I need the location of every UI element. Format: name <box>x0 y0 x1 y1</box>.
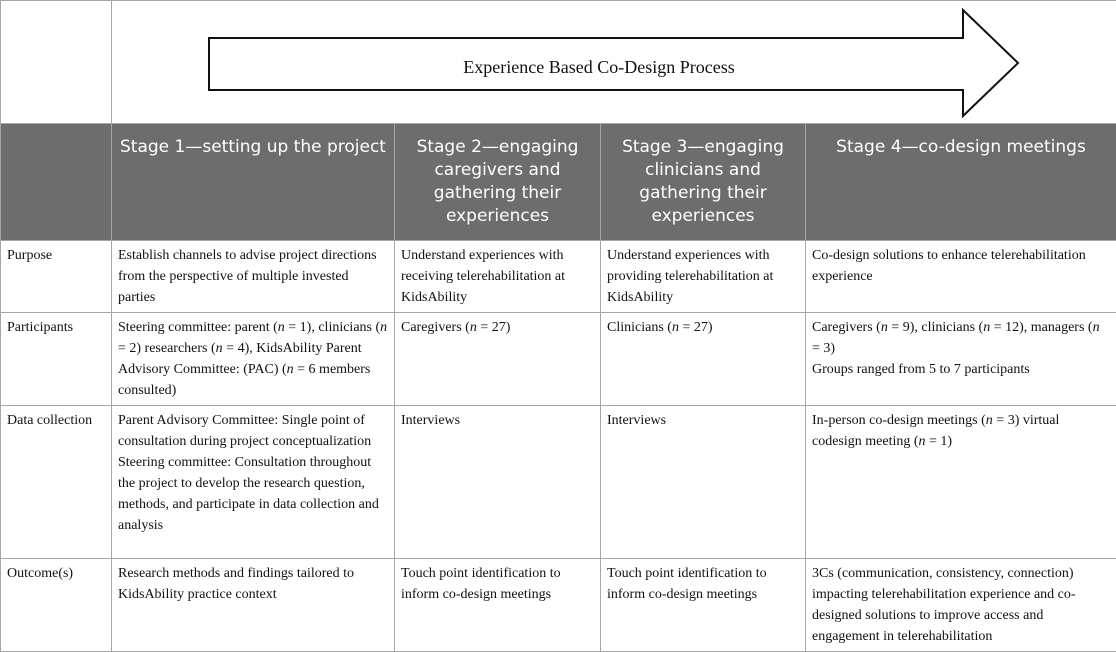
outcomes-stage-4: 3Cs (communication, consistency, connection) impacting telerehabilitation experience and co-designed solutions to improve access and engagement in telerehabilitation <box>806 559 1116 652</box>
header-blank <box>1 124 112 241</box>
stage-3-header: Stage 3—engaging clinicians and gathering their experiences <box>601 124 806 241</box>
row-label-purpose: Purpose <box>1 241 112 313</box>
outcomes-stage-3: Touch point identification to inform co-design meetings <box>601 559 806 652</box>
arrow-row <box>1 1 1116 124</box>
stage-2-header: Stage 2—engaging caregivers and gathering their experiences <box>395 124 601 241</box>
participants-stage-1: Steering committee: parent (n = 1), clinicians (n = 2) researchers (n = 4), KidsAbility Parent Advisory Committee: (PAC) (n = 6 members consulted) <box>112 313 395 406</box>
purpose-row <box>1 241 1116 313</box>
row-label-participants: Participants <box>1 313 112 406</box>
data-collection-row <box>1 406 1116 559</box>
participants-stage-2: Caregivers (n = 27) <box>395 313 601 406</box>
participants-stage-3: Clinicians (n = 27) <box>601 313 806 406</box>
purpose-stage-2: Understand experiences with receiving telerehabilitation at KidsAbility <box>395 241 601 313</box>
participants-row <box>1 313 1116 406</box>
outcomes-stage-2: Touch point identification to inform co-design meetings <box>395 559 601 652</box>
stage-header-row <box>1 124 1116 241</box>
process-arrow-label: Experience Based Co-Design Process <box>210 43 988 91</box>
purpose-stage-1: Establish channels to advise project directions from the perspective of multiple invested parties <box>112 241 395 313</box>
stage-4-header: Stage 4—co-design meetings <box>806 124 1116 241</box>
participants-stage-4: Caregivers (n = 9), clinicians (n = 12), managers (n = 3) Groups ranged from 5 to 7 participants <box>806 313 1116 406</box>
stage-1-header: Stage 1—setting up the project <box>112 124 395 241</box>
row-label-outcomes: Outcome(s) <box>1 559 112 652</box>
purpose-stage-3: Understand experiences with providing telerehabilitation at KidsAbility <box>601 241 806 313</box>
data-collection-stage-1: Parent Advisory Committee: Single point of consultation during project conceptualization Steering committee: Consultation throughout the project to develop the research question, methods, and participate in data collection and analysis <box>112 406 395 559</box>
data-collection-stage-2: Interviews <box>395 406 601 559</box>
outcomes-row <box>1 559 1116 652</box>
purpose-stage-4: Co-design solutions to enhance telerehabilitation experience <box>806 241 1116 313</box>
data-collection-stage-4: In-person co-design meetings (n = 3) virtual codesign meeting (n = 1) <box>806 406 1116 559</box>
outcomes-stage-1: Research methods and findings tailored to KidsAbility practice context <box>112 559 395 652</box>
data-collection-stage-3: Interviews <box>601 406 806 559</box>
arrow-cell <box>112 1 1116 124</box>
corner-cell <box>1 1 112 124</box>
row-label-data-collection: Data collection <box>1 406 112 559</box>
